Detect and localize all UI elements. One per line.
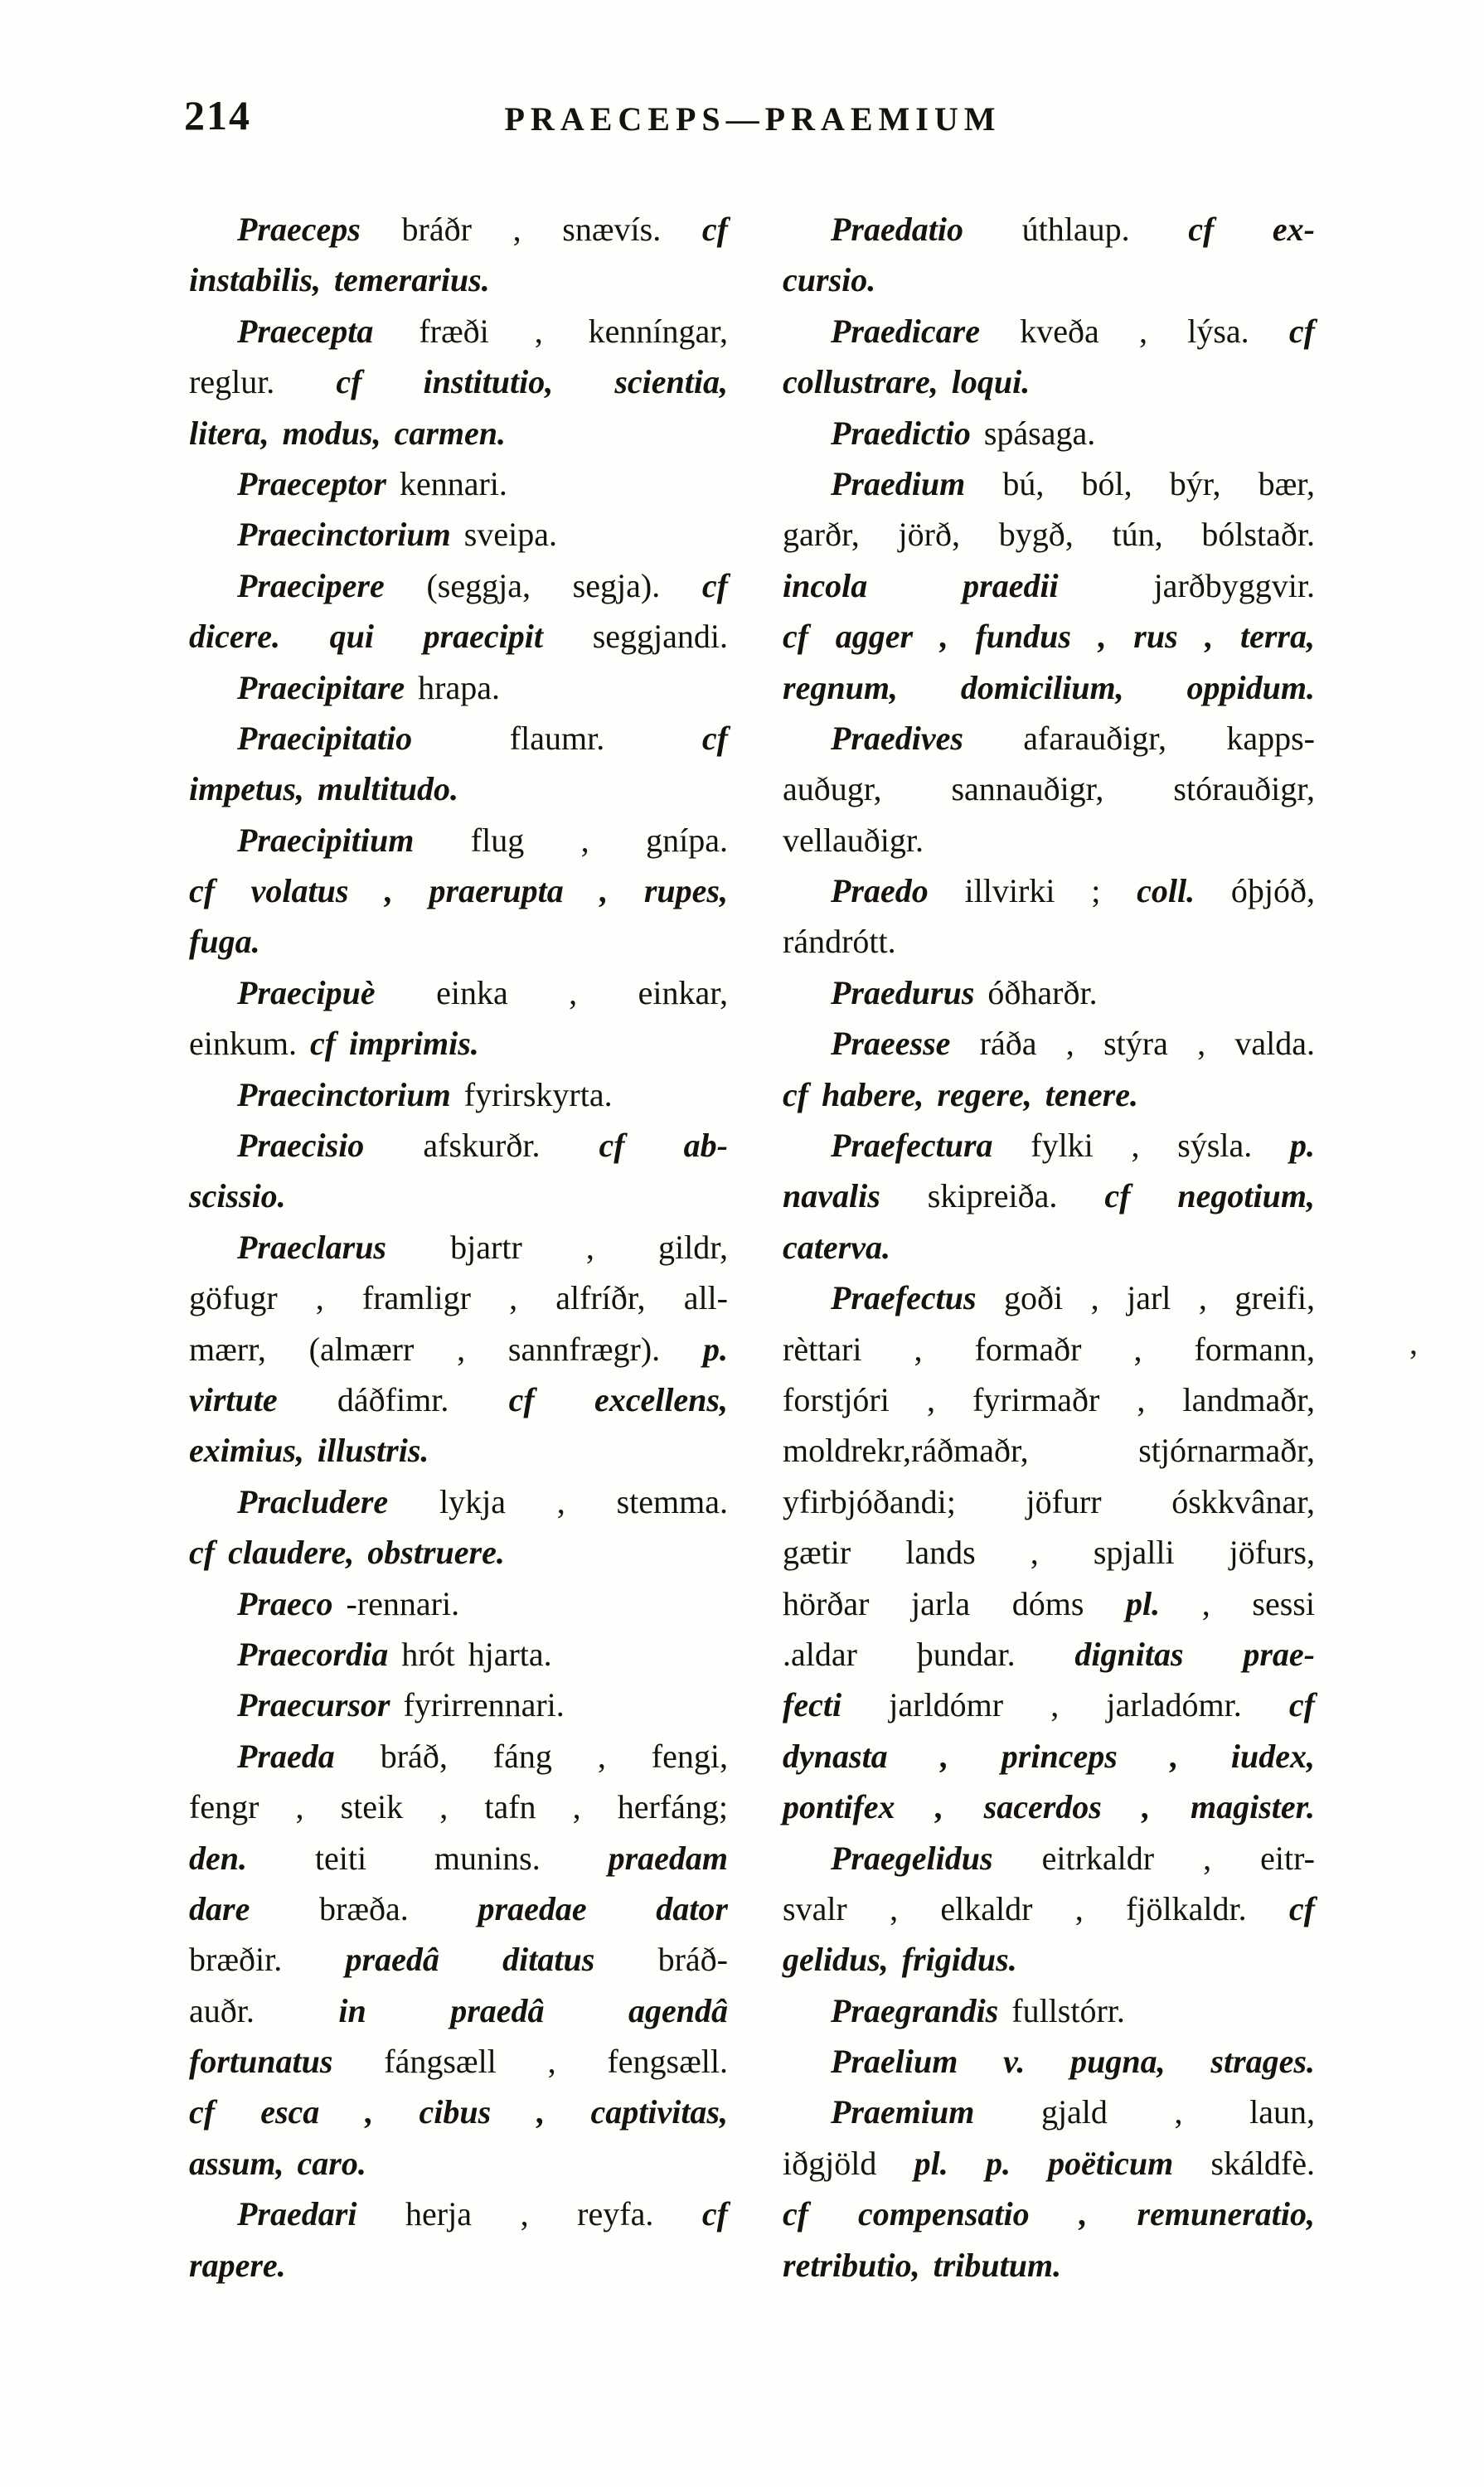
text-line (189, 967, 728, 1018)
text-line (783, 1833, 1315, 1883)
text-line (783, 1578, 1315, 1629)
text-line (783, 1883, 1315, 1934)
text-line (189, 1883, 728, 1934)
latin-term: cf ex- (1188, 211, 1315, 248)
text-line (783, 458, 1315, 509)
gloss-text: spásaga. (970, 414, 1096, 452)
latin-term: cf (1288, 1889, 1315, 1927)
text-line (189, 2138, 728, 2189)
gloss-text: garðr, jörð, bygð, tún, bólstaðr. (783, 516, 1315, 554)
text-line (783, 255, 1315, 305)
latin-term: cf ab- (599, 1127, 728, 1165)
text-line (189, 2036, 728, 2087)
gloss-text: vellauðigr. (783, 821, 924, 859)
latin-term: incola praedii (783, 566, 1059, 604)
gloss-text: lykja , stemma. (388, 1482, 728, 1520)
gloss-text: reglur. (189, 363, 337, 401)
latin-term: retributio, tributum. (783, 2246, 1062, 2284)
latin-term: cf imprimis. (309, 1025, 479, 1063)
gloss-text: skáldfè. (1173, 2144, 1316, 2182)
latin-term: cursio. (783, 261, 876, 299)
gloss-text: dáðfimr. (277, 1380, 509, 1418)
gloss-text: fángsæll , fengsæll. (332, 2043, 728, 2081)
text-line (783, 1222, 1315, 1273)
text-line (189, 1476, 728, 1527)
running-header: PRAECEPS—PRAEMIUM (504, 100, 1001, 138)
gloss-text: óðharðr. (974, 973, 1098, 1011)
latin-term: cf (1288, 1686, 1315, 1724)
latin-term: cf (701, 211, 728, 248)
text-line (783, 306, 1315, 356)
text-line (783, 2138, 1315, 2189)
gloss-text: seggjandi. (543, 618, 728, 656)
text-line (189, 815, 728, 865)
gloss-text: fræði , kenníngar, (373, 312, 728, 350)
latin-term: instabilis, temerarius. (189, 261, 490, 299)
text-line (189, 255, 728, 305)
headword: Praedives (831, 719, 963, 757)
text-line (189, 611, 728, 662)
text-line (189, 1120, 728, 1171)
gloss-text: fullstórr. (998, 1991, 1125, 2029)
latin-term: collustrare, loqui. (783, 363, 1031, 401)
text-line (783, 1171, 1315, 1221)
text-line (783, 662, 1315, 713)
latin-term: cf (1288, 312, 1315, 350)
headword: Praecursor (237, 1686, 390, 1724)
gloss-text: kennari. (386, 464, 507, 502)
latin-term: fortunatus (189, 2043, 333, 2081)
gloss-text: kveða , lýsa. (979, 312, 1289, 350)
gloss-text: gjald , laun, (974, 2093, 1315, 2131)
gloss-text: sveipa. (450, 516, 557, 554)
gloss-text: hörðar jarla dóms (783, 1584, 1127, 1622)
text-line (783, 560, 1315, 611)
headword: Praefectura (831, 1127, 993, 1165)
text-line (189, 1731, 728, 1782)
headword: Praecipitare (237, 668, 405, 706)
gloss-text: herja , reyfa. (356, 2195, 702, 2233)
text-line (783, 1069, 1315, 1120)
text-line (189, 1171, 728, 1221)
text-line (189, 1629, 728, 1680)
text-line (783, 2036, 1315, 2087)
gloss-text (948, 2145, 986, 2182)
gloss-text: fyrirskyrta. (450, 1075, 613, 1113)
text-line (189, 713, 728, 764)
latin-term: cf (701, 719, 728, 757)
headword: Praeesse (831, 1025, 951, 1063)
gloss-text: iðgjöld (783, 2144, 914, 2182)
text-line (189, 1680, 728, 1730)
gloss-text: bú, ból, býr, bær, (965, 464, 1315, 502)
text-line (189, 1527, 728, 1578)
gloss-text: , sessi (1160, 1584, 1315, 1622)
latin-term: p. (1290, 1127, 1315, 1165)
headword: Praedurus (831, 973, 975, 1011)
latin-term: regnum, domicilium, oppidum. (783, 668, 1315, 706)
text-line (783, 356, 1315, 407)
text-line (783, 1782, 1315, 1832)
latin-term: p. poëticum (985, 2144, 1174, 2182)
gloss-text: göfugr , framligr , alfríðr, all- (189, 1279, 728, 1317)
headword: Praeceps (237, 211, 361, 248)
text-line (783, 509, 1315, 560)
gloss-text: fyrirrennari. (390, 1686, 565, 1724)
text-line (189, 662, 728, 713)
gloss-text: hrapa. (405, 668, 500, 706)
gloss-text: einka , einkar, (375, 973, 728, 1011)
latin-term: cf institutio, scientia, (336, 363, 728, 401)
latin-term: cf agger , fundus , rus , terra, (783, 618, 1315, 656)
text-line (189, 458, 728, 509)
latin-term: den. (189, 1839, 247, 1877)
latin-term: p. (703, 1330, 728, 1368)
latin-term: caterva. (783, 1228, 890, 1266)
gloss-text: forstjóri , fyrirmaðr , landmaðr, (783, 1380, 1315, 1418)
latin-term: praedam (608, 1839, 728, 1877)
headword: Praedari (237, 2195, 357, 2233)
text-line (189, 356, 728, 407)
headword: Praegelidus (831, 1839, 993, 1877)
text-line (189, 1425, 728, 1476)
latin-term: coll. (1137, 872, 1195, 910)
text-line (189, 204, 728, 255)
text-line (783, 1273, 1315, 1323)
text-line (189, 408, 728, 458)
text-line (189, 1018, 728, 1069)
latin-term: rapere. (189, 2246, 286, 2284)
gloss-text: mærr, (almærr , sannfrægr). (189, 1330, 703, 1368)
gloss-text: fengr , steik , tafn , herfáng; (189, 1788, 728, 1826)
text-line (783, 1018, 1315, 1069)
text-line (783, 1324, 1315, 1374)
latin-term: dignitas prae- (1074, 1635, 1315, 1673)
headword: Praedatio (831, 211, 963, 248)
gloss-text: svalr , elkaldr , fjölkaldr. (783, 1889, 1289, 1927)
text-line (783, 1731, 1315, 1782)
latin-term: cf (701, 2195, 728, 2233)
gloss-text: afarauðigr, kapps- (963, 719, 1315, 757)
text-line (189, 1222, 728, 1273)
latin-term: cf volatus , praerupta , rupes, (189, 872, 728, 910)
text-line (189, 865, 728, 916)
text-line (783, 713, 1315, 764)
headword: Praegrandis (831, 1991, 999, 2029)
text-line (783, 1629, 1315, 1680)
text-line (189, 1069, 728, 1120)
latin-term: v. pugna, strages. (958, 2043, 1315, 2081)
text-line (783, 408, 1315, 458)
latin-term: cf compensatio , remuneratio, (783, 2195, 1315, 2233)
latin-term: dare (189, 1889, 250, 1927)
latin-term: praedâ ditatus (345, 1941, 595, 1979)
headword: Praecipitatio (237, 719, 413, 757)
headword: Pracludere (237, 1482, 389, 1520)
latin-term: praedae dator (478, 1889, 728, 1927)
gloss-text: fylki , sýsla. (992, 1127, 1290, 1165)
text-line (783, 916, 1315, 967)
gloss-text: jarðbyggvir. (1058, 566, 1315, 604)
text-line (189, 764, 728, 814)
gloss-text: óþjóð, (1195, 872, 1315, 910)
text-line (189, 560, 728, 611)
latin-term: gelidus, frigidus. (783, 1941, 1017, 1979)
gloss-text: jarldómr , jarladómr. (841, 1686, 1289, 1724)
latin-term: virtute (189, 1380, 278, 1418)
latin-term: eximius, illustris. (189, 1432, 429, 1470)
headword: Praedicare (831, 312, 980, 350)
text-line (783, 1985, 1315, 2036)
gloss-text: illvirki ; (928, 872, 1137, 910)
gloss-text: afskurðr. (364, 1127, 599, 1165)
gloss-text: rándrótt. (783, 923, 896, 961)
headword: Praecisio (237, 1127, 365, 1165)
text-line (783, 611, 1315, 662)
headword: Praedo (831, 872, 929, 910)
text-line (783, 1934, 1315, 1985)
headword: Praecipuè (237, 973, 376, 1011)
text-line (783, 2087, 1315, 2137)
gloss-text: skipreiða. (880, 1177, 1105, 1215)
latin-term: cf esca , cibus , captivitas, (189, 2093, 728, 2131)
latin-term: pontifex , sacerdos , magister. (783, 1788, 1315, 1826)
gloss-text: flaumr. (412, 719, 702, 757)
latin-term: cf claudere, obstruere. (189, 1534, 505, 1572)
text-line (783, 1120, 1315, 1171)
text-line (189, 1782, 728, 1832)
left-column (189, 204, 728, 2291)
gloss-text: bræða. (250, 1889, 478, 1927)
headword: Praemium (831, 2093, 975, 2131)
text-line (189, 1374, 728, 1425)
gloss-text: rèttari , formaðr , formann, (783, 1330, 1315, 1368)
headword: Praeceptor (237, 464, 386, 502)
text-line (783, 815, 1315, 865)
headword: Praelium (831, 2043, 958, 2081)
latin-term: assum, caro. (189, 2144, 366, 2182)
latin-term: cf (701, 566, 728, 604)
gloss-text: (seggja, segja). (384, 566, 702, 604)
gloss-text: gætir lands , spjalli jöfurs, (783, 1534, 1315, 1572)
latin-term: cf negotium, (1104, 1177, 1315, 1215)
text-line (783, 764, 1315, 814)
headword: Praecepta (237, 312, 374, 350)
headword: Praecipitium (237, 821, 415, 859)
text-line (189, 2087, 728, 2137)
headword: Praecinctorium (237, 516, 451, 554)
print-artifact-mark: , (1409, 1324, 1418, 1361)
latin-term: pl. (1126, 1584, 1161, 1622)
gloss-text: goði , jarl , greifi, (976, 1279, 1315, 1317)
text-line (783, 1476, 1315, 1527)
headword: Praeclarus (237, 1228, 386, 1266)
latin-term: dynasta , princeps , iudex, (783, 1737, 1315, 1775)
gloss-text: hrót hjarta. (388, 1635, 552, 1673)
text-line (783, 1374, 1315, 1425)
text-line (783, 865, 1315, 916)
headword: Praeda (237, 1737, 335, 1775)
latin-term: scissio. (189, 1177, 286, 1215)
text-line (189, 1273, 728, 1323)
gloss-text: bráð- (594, 1941, 728, 1979)
latin-term: navalis (783, 1177, 880, 1215)
latin-term: pl. (914, 2144, 948, 2182)
gloss-text: bráð, fáng , fengi, (334, 1737, 728, 1775)
text-line (783, 204, 1315, 255)
gloss-text: yfirbjóðandi; jöfurr óskkvânar, (783, 1482, 1315, 1520)
gloss-text: einkum. (189, 1025, 310, 1063)
latin-term: in praedâ agendâ (338, 1991, 728, 2029)
latin-term: impetus, multitudo. (189, 770, 458, 808)
headword: Praeco (237, 1584, 333, 1622)
text-line (189, 2189, 728, 2239)
gloss-text: auðugr, sannauðigr, stórauðigr, (783, 770, 1315, 808)
gloss-text: bráðr , snævís. (360, 211, 702, 248)
latin-term: fecti (783, 1686, 842, 1724)
latin-term: cf habere, regere, tenere. (783, 1075, 1138, 1113)
headword: Praedictio (831, 414, 971, 452)
latin-term: dicere. qui praecipit (189, 618, 544, 656)
headword: Praefectus (831, 1279, 977, 1317)
text-line (783, 1527, 1315, 1578)
text-line (189, 1578, 728, 1629)
text-line (189, 1833, 728, 1883)
text-line (189, 916, 728, 967)
gloss-text: bræðir. (189, 1941, 346, 1979)
gloss-text: -rennari. (332, 1584, 460, 1622)
text-line (189, 509, 728, 560)
gloss-text: ráða , stýra , valda. (950, 1025, 1315, 1063)
text-line (783, 1680, 1315, 1730)
right-column (783, 204, 1315, 2291)
text-line (189, 1985, 728, 2036)
text-line (189, 1324, 728, 1374)
text-line (189, 306, 728, 356)
gloss-text: úthlaup. (963, 211, 1189, 248)
headword: Praecordia (237, 1635, 389, 1673)
gloss-text: .aldar þundar. (783, 1635, 1075, 1673)
text-line (189, 1934, 728, 1985)
page-number: 214 (184, 92, 251, 138)
gloss-text: bjartr , gildr, (386, 1228, 728, 1266)
text-line (783, 2189, 1315, 2239)
gloss-text: moldrekr,ráðmaðr, stjórnarmaðr, (783, 1432, 1315, 1470)
text-line (783, 2240, 1315, 2291)
headword: Praecipere (237, 566, 385, 604)
gloss-text: teiti munins. (247, 1839, 609, 1877)
latin-term: litera, modus, carmen. (189, 414, 507, 452)
gloss-text: auðr. (189, 1991, 339, 2029)
gloss-text: flug , gnípa. (414, 821, 728, 859)
latin-term: fuga. (189, 923, 260, 961)
text-line (783, 967, 1315, 1018)
headword: Praedium (831, 464, 966, 502)
text-line (189, 2240, 728, 2291)
gloss-text: eitrkaldr , eitr- (992, 1839, 1315, 1877)
text-line (783, 1425, 1315, 1476)
headword: Praecinctorium (237, 1075, 451, 1113)
latin-term: cf excellens, (508, 1380, 728, 1418)
